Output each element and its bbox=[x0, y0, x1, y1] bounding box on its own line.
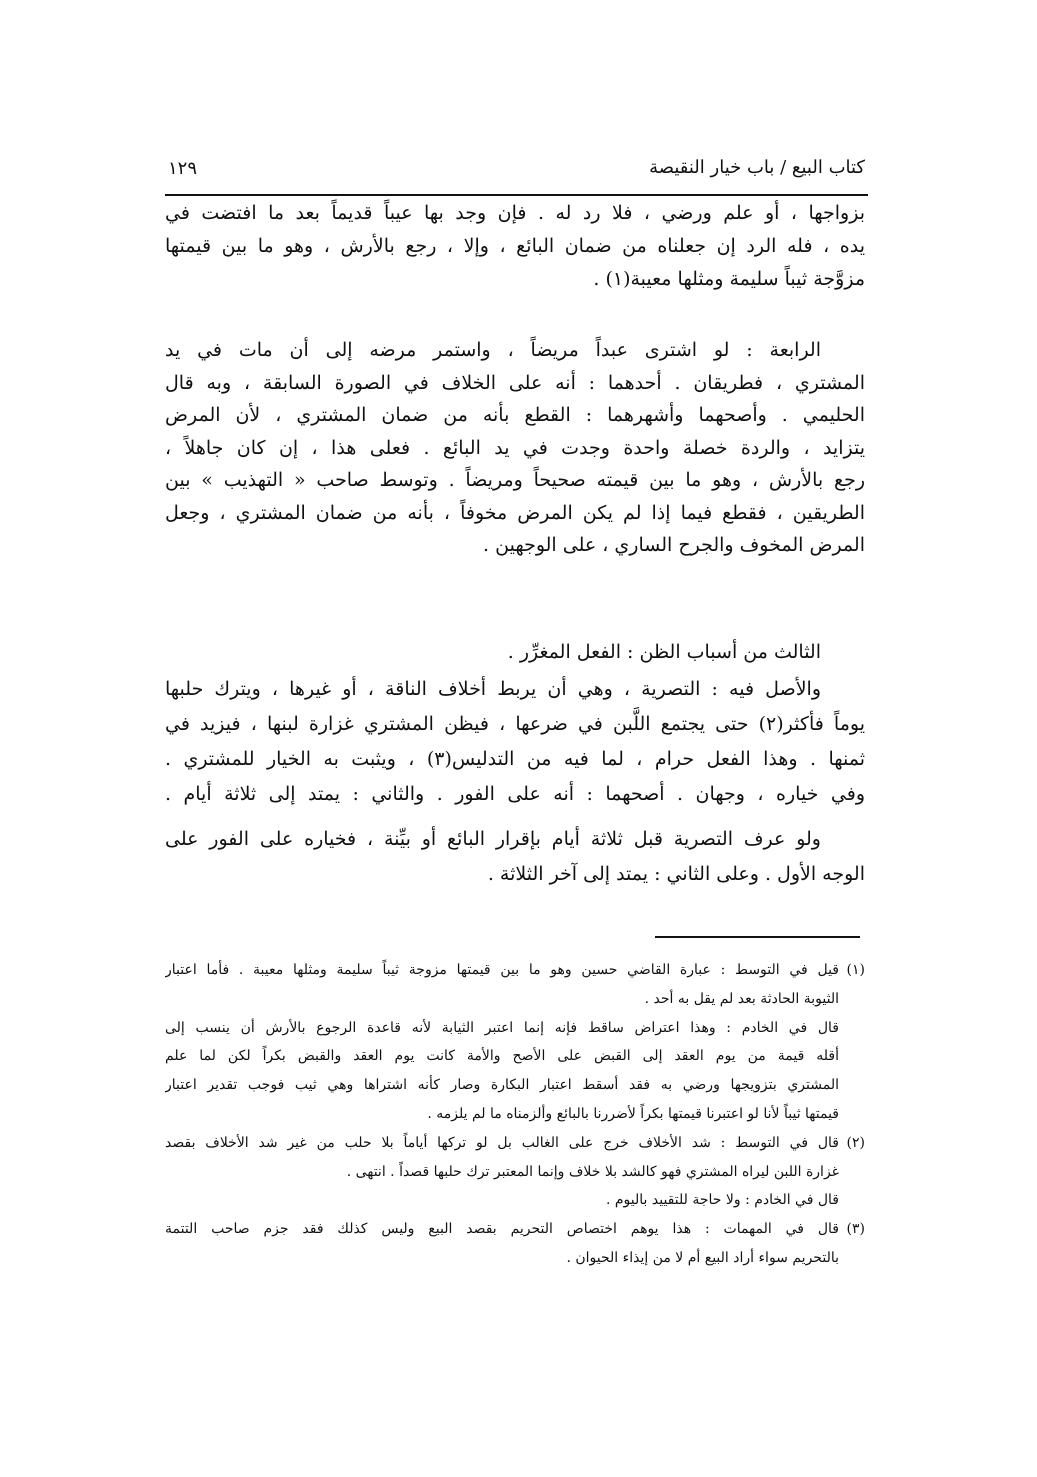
footnote-line: قال في المهمات : هذا يوهم اختصاص التحريم بقصد البيع وليس كذلك فقد جزم صاحب التتمة bbox=[165, 1221, 839, 1238]
footnote-line: قيمتها ثيباً لأنا لو اعتبرنا قيمتها بكراً لأضررنا بالبائع وألزمناه ما لم يلزمه . bbox=[427, 1105, 839, 1122]
paragraph-4 bbox=[165, 672, 865, 812]
text-line: الحليمي . وأصحهما وأشهرهما : القطع بأنه من ضمان المشتري ، لأن المرض bbox=[165, 404, 865, 426]
footnote-line: غزارة اللبن ليراه المشتري فهو كالشد بلا خلاف وإنما المعتبر ترك حلبها قصداً . انتهى . bbox=[346, 1163, 839, 1180]
text-line: يده ، فله الرد إن جعلناه من ضمان البائع ، وإلا ، رجع بالأرش ، وهو ما بين قيمتها bbox=[165, 235, 865, 257]
paragraph-2 bbox=[165, 334, 865, 562]
paragraph-3-heading bbox=[165, 635, 865, 669]
header-rule bbox=[165, 194, 868, 196]
text-line: يتزايد ، والردة خصلة واحدة وجدت في يد البائع . فعلى هذا ، إن كان جاهلاً ، bbox=[165, 436, 865, 459]
page-number: ١٢٩ bbox=[168, 158, 198, 179]
footnote-2 bbox=[165, 1129, 865, 1215]
text-line: بزواجها ، أو علم ورضي ، فلا رد له . فإن وجد بها عيباً قديماً بعد ما افتضت في bbox=[165, 202, 865, 224]
text-line: المرض المخوف والجرح الساري ، على الوجهين . bbox=[483, 534, 865, 556]
text-line: الوجه الأول . وعلى الثاني : يمتد إلى آخر الثلاثة . bbox=[487, 863, 865, 885]
footnote-line: قال في الخادم : وهذا اعتراض ساقط فإنه إنما اعتبر الثيابة لأنه قاعدة الرجوع بالأرش أن ينسب إلى bbox=[165, 1019, 839, 1036]
footnote-line: قال في الخادم : ولا حاجة للتقييد باليوم . bbox=[605, 1192, 839, 1209]
footnote-separator bbox=[655, 936, 860, 938]
paragraph-1 bbox=[165, 197, 865, 296]
text-line: رجع بالأرش ، وهو ما بين قيمته صحيحاً ومريضاً . وتوسط صاحب « التهذيب » بين bbox=[165, 469, 865, 491]
text-line: الرابعة : لو اشترى عبداً مريضاً ، واستمر مرضه إلى أن مات في يد bbox=[165, 339, 821, 361]
text-line: والأصل فيه : التصرية ، وهي أن يربط أخلاف الناقة ، أو غيرها ، ويترك حلبها bbox=[165, 678, 821, 700]
footnote-line: المشتري بتزويجها ورضي به فقد أسقط اعتبار البكارة وصار كأنه اشتراها وهي ثيب فوجب تقدير اعتبار bbox=[165, 1077, 839, 1094]
footnotes bbox=[165, 956, 865, 1273]
running-header-title: كتاب البيع / باب خيار النقيصة bbox=[649, 157, 865, 178]
footnote-number: (٢) bbox=[846, 1134, 865, 1151]
footnote-number: (١) bbox=[846, 962, 865, 978]
text-line: ثمنها . وهذا الفعل حرام ، لما فيه من التدليس(٣) ، ويثبت به الخيار للمشتري . bbox=[165, 748, 865, 770]
footnote-line: بالتحريم سواء أراد البيع أم لا من إيذاء الحيوان . bbox=[566, 1249, 839, 1266]
text-line: وفي خياره ، وجهان . أصحهما : أنه على الفور . والثاني : يمتد إلى ثلاثة أيام . bbox=[165, 783, 865, 805]
footnote-line: الثيوبة الحادثة بعد لم يقل به أحد . bbox=[644, 990, 839, 1007]
text-line: يوماً فأكثر(٢) حتى يجتمع اللَّبن في ضرعها ، فيظن المشتري غزارة لبنها ، فيزيد في bbox=[165, 713, 865, 735]
footnote-line: قيل في التوسط : عبارة القاضي حسين وهو ما بين قيمتها مزوجة ثيباً سليمة ومثلها معيبة . فأما اعتبار bbox=[165, 962, 839, 978]
footnote-number: (٣) bbox=[846, 1221, 865, 1238]
text-line: الطريقين ، فقطع فيما إذا لم يكن المرض مخوفاً ، بأنه من ضمان المشتري ، وجعل bbox=[165, 501, 865, 524]
footnote-line: قال في التوسط : شد الأخلاف خرج على الغالب بل لو تركها أياماً بلا حلب من غير شد الأخلاف بقصد bbox=[165, 1134, 839, 1151]
footnote-3 bbox=[165, 1215, 865, 1273]
text-line: الثالث من أسباب الظن : الفعل المغرِّر . bbox=[507, 641, 821, 663]
footnote-line: أقله قيمة من يوم العقد إلى القبض على الأصح والأمة كانت يوم العقد والقبض بكراً لكن لما علم bbox=[165, 1048, 839, 1065]
footnote-1 bbox=[165, 956, 865, 1129]
text-line: المشتري ، فطريقان . أحدهما : أنه على الخلاف في الصورة السابقة ، وبه قال bbox=[165, 371, 865, 394]
paragraph-5 bbox=[165, 822, 865, 892]
text-line: مزوَّجة ثيباً سليمة ومثلها معيبة(١) . bbox=[593, 268, 865, 290]
text-line: ولو عرف التصرية قبل ثلاثة أيام بإقرار البائع أو بيِّنة ، فخياره على الفور على bbox=[165, 828, 821, 850]
